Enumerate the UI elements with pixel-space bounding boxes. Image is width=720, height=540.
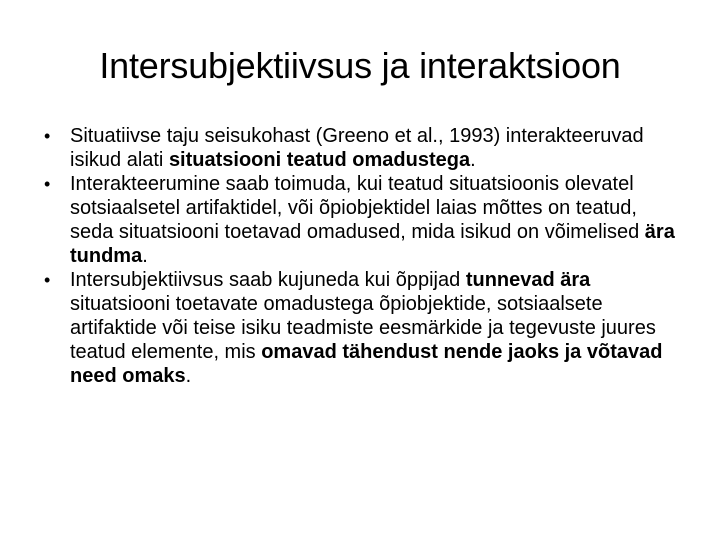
emphasized-text: tunnevad ära [465, 269, 591, 291]
text-segment: Intersubjektiivsus saab kujuneda kui õppijad [70, 269, 466, 291]
bullet-marker-icon: • [44, 126, 51, 146]
emphasized-text: ära tundma [70, 221, 675, 267]
bullet-text [70, 269, 662, 387]
bullet-list [44, 124, 684, 388]
bullet-item [44, 124, 684, 172]
text-segment: Interakteerumine saab toimuda, kui teatud situatsioonis olevatel sotsiaalsetel artifaktidel, või õpiobjektidel laias mõttes on teatud, seda situatsiooni toetavad omadused, mida isikud on võimelised [70, 173, 645, 243]
slide-title: Intersubjektiivsus ja interaktsioon [99, 45, 621, 86]
text-segment: . [470, 149, 476, 171]
text-segment: . [142, 245, 148, 267]
bullet-text [70, 173, 675, 267]
text-segment: Situatiivse taju seisukohast (Greeno et al., 1993) interakteeruvad isikud alati [70, 125, 644, 171]
text-segment: . [185, 365, 192, 387]
emphasized-text: omavad tähendust nende jaoks ja võtavad need omaks [70, 341, 663, 387]
bullet-text [70, 125, 644, 171]
bullet-item [44, 268, 684, 388]
bullet-marker-icon: • [44, 270, 51, 290]
bullet-marker-icon: • [44, 174, 51, 194]
emphasized-text: situatsiooni teatud omadustega [168, 149, 471, 171]
bullet-item [44, 172, 684, 268]
text-segment: situatsiooni toetavate omadustega õpiobjektide, sotsiaalsete artifaktide või teise isiku teadmiste eesmärkide ja tegevuste juures teatud elemente, mis [70, 293, 656, 363]
